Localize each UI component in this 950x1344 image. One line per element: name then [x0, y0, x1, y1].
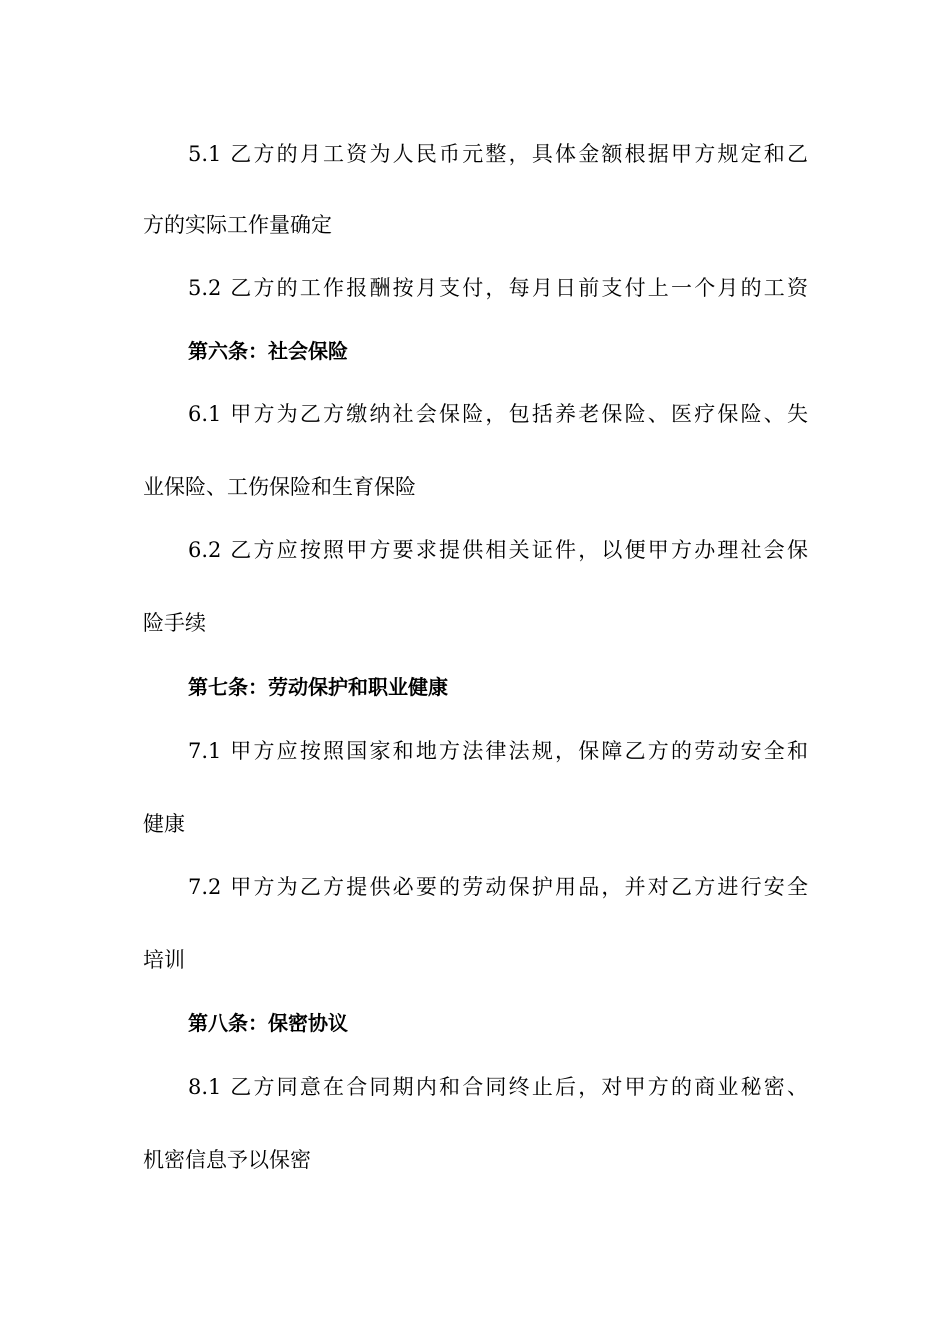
clause-7-1-line-2: 健康: [143, 812, 185, 836]
clause-6-1-line-1: 6.1 甲方为乙方缴纳社会保险，包括养老保险、医疗保险、失: [188, 402, 808, 426]
section-heading-8: 第八条：保密协议: [188, 1011, 348, 1035]
clause-5-1-line-2: 方的实际工作量确定: [143, 213, 332, 237]
section-heading-7: 第七条：劳动保护和职业健康: [188, 675, 448, 699]
clause-5-2-line-1: 5.2 乙方的工作报酬按月支付，每月日前支付上一个月的工资: [188, 276, 808, 300]
clause-6-2-line-1: 6.2 乙方应按照甲方要求提供相关证件，以便甲方办理社会保: [188, 538, 808, 562]
clause-7-2-line-1: 7.2 甲方为乙方提供必要的劳动保护用品，并对乙方进行安全: [188, 875, 808, 899]
clause-5-1-line-1: 5.1 乙方的月工资为人民币元整，具体金额根据甲方规定和乙: [188, 142, 808, 166]
section-heading-6: 第六条：社会保险: [188, 339, 348, 363]
clause-7-2-line-2: 培训: [143, 948, 185, 972]
clause-7-1-line-1: 7.1 甲方应按照国家和地方法律法规，保障乙方的劳动安全和: [188, 739, 808, 763]
clause-8-1-line-1: 8.1 乙方同意在合同期内和合同终止后，对甲方的商业秘密、: [188, 1075, 808, 1099]
clause-8-1-line-2: 机密信息予以保密: [143, 1148, 311, 1172]
clause-6-2-line-2: 险手续: [143, 611, 206, 635]
clause-6-1-line-2: 业保险、工伤保险和生育保险: [143, 475, 416, 499]
